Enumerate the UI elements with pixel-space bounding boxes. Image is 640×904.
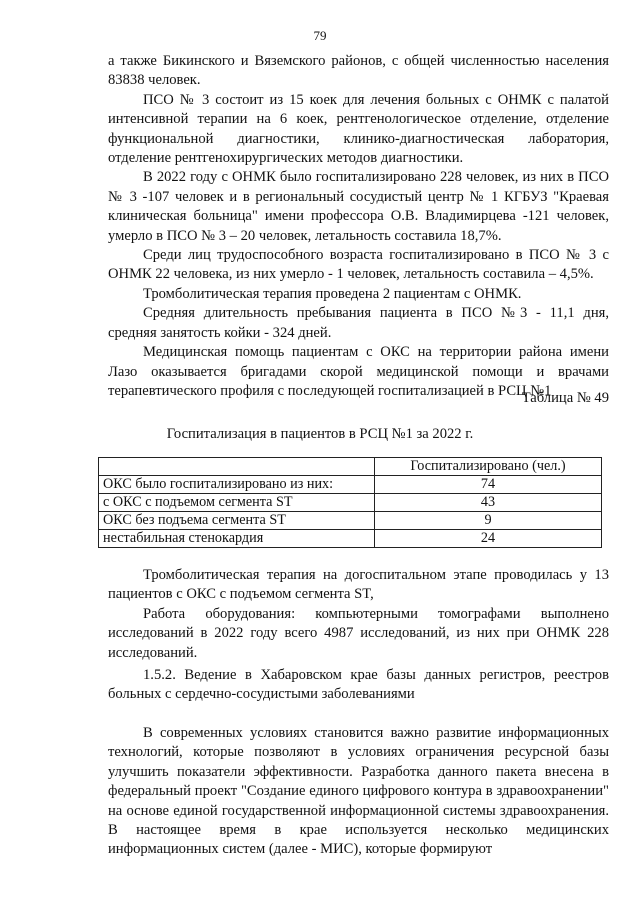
paragraph-oks-care: Медицинская помощь пациентам с ОКС на территории района имени Лазо оказывается бригадами скорой медицинской помощи и врачами терапевтического профиля с последующей госпитализацией в РСЦ №1 [108, 344, 609, 399]
paragraph-equipment: Работа оборудования: компьютерными томографами выполнено исследований в 2022 году всего 4987 исследований, из них при ОНМК 228 исследований. [108, 605, 609, 661]
hospitalization-table [98, 457, 602, 548]
section-heading [108, 666, 609, 705]
paragraph-prehospital-thrombolysis: Тромболитическая терапия на догоспитальном этапе проводилась у 13 пациентов с ОКС с подъемом сегмента ST, [108, 567, 609, 603]
table-cell-value: 24 [375, 530, 602, 548]
table-cell-label: с ОКС с подъемом сегмента ST [99, 494, 375, 512]
table-cell-label: нестабильная стенокардия [99, 530, 375, 548]
top-text-block [108, 52, 609, 401]
table-cell-value: 43 [375, 494, 602, 512]
table-cell-value: 74 [375, 476, 602, 494]
paragraph-thrombolysis: Тромболитическая терапия проведена 2 пациентам с ОНМК. [143, 285, 522, 302]
table-row [99, 476, 602, 494]
paragraph-working-age: Среди лиц трудоспособного возраста госпитализировано в ПСО № 3 с ОНМК 22 человека, из них умерло - 1 человек, летальность составила – 4,5%. [108, 247, 609, 283]
paragraph-stay-duration: Средняя длительность пребывания пациента в ПСО №3 - 11,1 дня, средняя занятость койки - 324 дней. [108, 305, 609, 341]
table-cell-value: 9 [375, 512, 602, 530]
paragraph-pso-structure: ПСО № 3 состоит из 15 коек для лечения больных с ОНМК с палатой интенсивной терапии на 6 коек, рентгенологическое отделение, отделение функциональной диагностики, клинико-диагностическая лаборатория, отделение рентгенохирургических методов диагностики. [108, 91, 609, 167]
table-header-cell: Госпитализировано (чел.) [375, 458, 602, 476]
table-caption: Госпитализация в пациентов в РСЦ №1 за 2022 г. [166, 426, 474, 442]
paragraph-continuation: а также Бикинского и Вяземского районов, с общей численностью населения 83838 человек. [108, 53, 609, 89]
table-row [99, 512, 602, 530]
table-header-row [99, 458, 602, 476]
after-table-text-block [108, 566, 609, 663]
section-heading-text: 1.5.2. Ведение в Хабаровском крае базы данных регистров, реестров больных с сердечно-сосудистыми заболеваниями [108, 667, 609, 703]
table-row [99, 530, 602, 548]
table-label: Таблица № 49 [521, 390, 609, 406]
page-number: 79 [313, 28, 327, 43]
table-cell-label: ОКС без подъема сегмента ST [99, 512, 375, 530]
paragraph-onmk-2022: В 2022 году с ОНМК было госпитализировано 228 человек, из них в ПСО № 3 -107 человек и в региональный сосудистый центр № 1 КГБУЗ "Краевая клиническая больница" имени профессора О.В. Владимирцева -121 человек, умерло в ПСО № 3 – 20 человек, летальность составила 18,7%. [108, 169, 609, 244]
paragraph-information-technologies: В современных условиях становится важно развитие информационных технологий, которые позволяют в условиях ограничения ресурсной базы улучшить показатели эффективности. Разработка данного пакета внесена в федеральный проект "Создание единого цифрового контура в здравоохранении" на основе единой государственной информационной системы здравоохранения. В настоящее время в крае используется несколько медицинских информационных систем (далее - МИС), которые формируют [108, 725, 609, 858]
table-cell-label: ОКС было госпитализировано из них: [99, 476, 375, 494]
table-row [99, 494, 602, 512]
bottom-text-block [108, 724, 609, 860]
table-header-cell [99, 458, 375, 476]
